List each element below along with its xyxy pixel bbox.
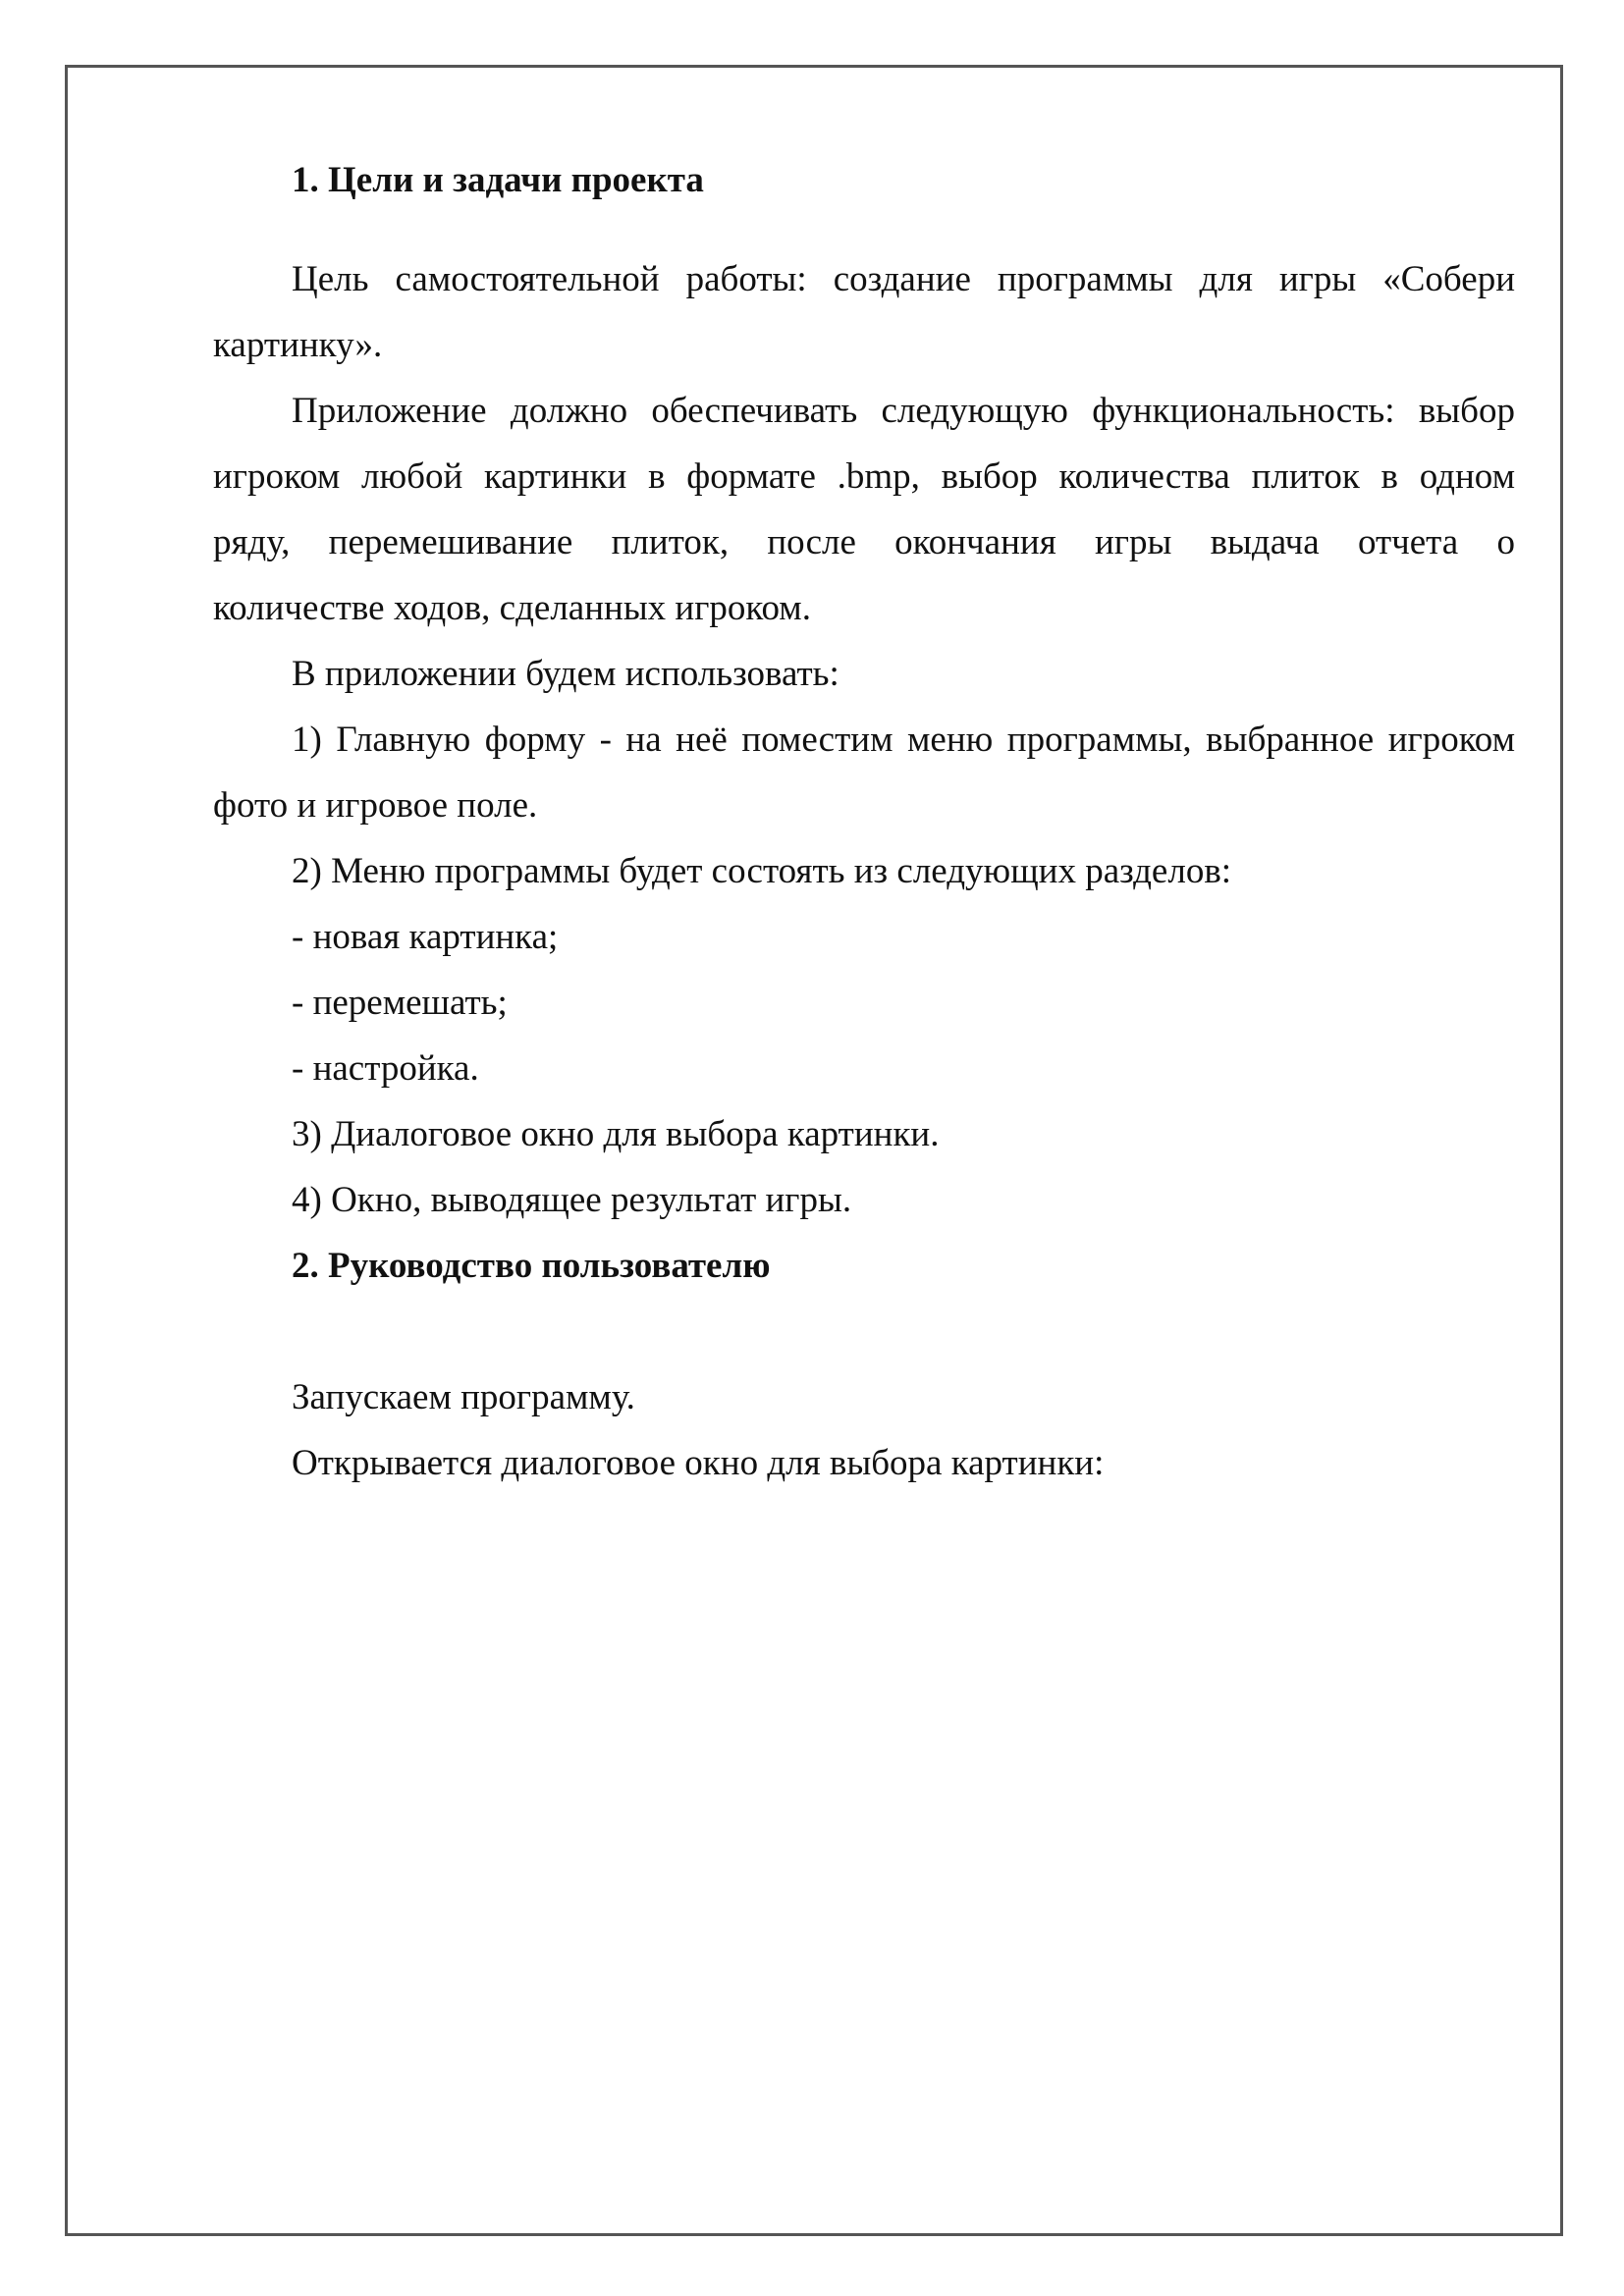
goal-line-1: Цель самостоятельной работы: создание программы для игры «Собери (292, 259, 1515, 299)
functionality-line-3: ряду, перемешивание плиток, после окончания игры выдача отчета о (213, 522, 1515, 562)
item-1-line-1: 1) Главную форму - на неё поместим меню программы, выбранное игроком (292, 720, 1515, 760)
uses-intro: В приложении будем использовать: (292, 654, 839, 694)
menu-item-new-picture: - новая картинка; (292, 917, 559, 957)
functionality-line-2: игроком любой картинки в формате .bmp, выбор количества плиток в одном (213, 456, 1515, 497)
menu-item-settings: - настройка. (292, 1048, 479, 1089)
functionality-line-1: Приложение должно обеспечивать следующую функциональность: выбор (292, 391, 1515, 431)
goal-line-2: картинку». (213, 325, 383, 365)
document-body (213, 147, 1515, 1496)
section-1-heading: 1. Цели и задачи проекта (292, 160, 704, 200)
section-2-heading: 2. Руководство пользователю (292, 1246, 771, 1286)
spacer (213, 1299, 1515, 1364)
functionality-line-4: количестве ходов, сделанных игроком. (213, 588, 811, 628)
section-2-para-2: Открывается диалоговое окно для выбора картинки: (292, 1443, 1105, 1483)
item-4: 4) Окно, выводящее результат игры. (292, 1180, 852, 1220)
item-1-line-2: фото и игровое поле. (213, 785, 538, 826)
item-2: 2) Меню программы будет состоять из следующих разделов: (292, 851, 1232, 891)
item-3: 3) Диалоговое окно для выбора картинки. (292, 1114, 940, 1154)
menu-item-shuffle: - перемешать; (292, 983, 508, 1023)
spacer (213, 213, 1515, 246)
section-2-para-1: Запускаем программу. (292, 1377, 635, 1417)
